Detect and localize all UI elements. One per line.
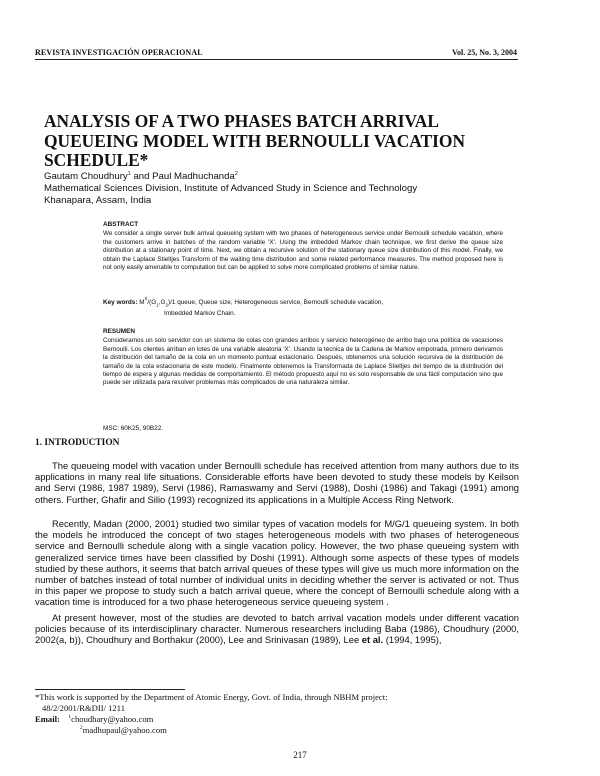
keywords-label: Key words: — [103, 299, 138, 306]
abstract-heading: ABSTRACT — [103, 221, 139, 228]
footnote-email-2: $^2$madhupaul@yahoo.com — [80, 725, 167, 735]
email-2-link[interactable]: madhupaul@yahoo.com — [82, 725, 167, 735]
authors-conjunction: and — [130, 171, 153, 182]
keywords-continuation: Imbedded Markov Chain. — [164, 309, 236, 317]
et-al: et al. — [361, 634, 384, 646]
abstract-section — [103, 221, 503, 272]
msc-codes: MSC: 60K25, 90B22. — [103, 425, 164, 432]
author-2-marker: 2 — [234, 171, 238, 177]
intro-paragraph-2: Recently, Madan (2000, 2001) studied two similar types of vacation models for M/G/1 queueing system. In both the models he introduced the concept of two stages heterogeneous models with two phases of heterogeneous service and Bernoulli schedule along with a single vacation policy. However, the two phase queueing system with generalized service times have been classified by Doshi (1991). Although some aspects of these types of models studied by these authors, it seems that batch arrival queues of these types will give us much more information on the number of batches instead of total number of individual units in deciding whether the server is activated or not. Thus in this paper we propose to study such a batch arrival queue, where the concept of Bernoulli schedule along with a vacation time is introduced for a two phase heterogeneous service queueing system . — [35, 518, 519, 608]
affiliation-line-2: Khanapara, Assam, India — [44, 195, 152, 206]
author-1: Gautam Choudhury — [44, 171, 128, 182]
footnote-funding: *This work is supported by the Department of Atomic Energy, Govt. of India, through NBHM project: — [35, 692, 388, 702]
volume-info: Vol. 25, No. 3, 2004 — [451, 48, 517, 57]
footnote — [35, 692, 515, 736]
keywords-notation: $M^x/(G_1,G_2)/1$ queue, Queue size, Heterogeneous service, Bernoulli schedule vacation, — [139, 296, 384, 308]
intro-paragraph-3: At present however, most of the studies are devoted to batch arrival vacation models under different vacation policies because of its interdisciplinary character. Numerous researchers including Baba (1986), Choudhury (2000, 2002(a, b)), Choudhury and Borthakur (2000), Lee and Srinivasan (1989), Lee et al. (1994, 1995), — [35, 612, 519, 646]
authors — [44, 171, 238, 182]
affiliation-line-1: Mathematical Sciences Division, Institute of Advanced Study in Science and Technology — [44, 183, 418, 194]
header-divider — [35, 59, 518, 60]
resumen-heading: RESUMEN — [103, 328, 135, 335]
footnote-project: 48/2/2001/R&DII/ 1211 — [42, 703, 125, 713]
author-1-marker: 1 — [127, 171, 131, 177]
section-heading-introduction: 1. INTRODUCTION — [35, 438, 120, 448]
page-number: 217 — [293, 750, 307, 760]
abstract-text: We consider a single server bulk arrival queueing system with two phases of heterogeneous service under Bernoulli schedule vacation, where the customers arrive in batches of the random variable 'X'. Using the imbedded Markov chain technique, we first derive the queue size distribution at a stationary point of time. Next, we obtain a recursive solution of the stationary queue size distribution of this model. Finally, we obtain the Laplace Stieltjes Transform of the waiting time distribution and some related performance measures. The method proposed here is not only easily amenable to computation but can be applied to solve more complicated problems of similar nature. — [103, 230, 503, 272]
intro-paragraph-1: The queueing model with vacation under Bernoulli schedule has received attention from many authors due to its applications in many real life situations. Considerable efforts have been devoted to study these models by Keilson and Servi (1986, 1987 1989), Servi (1986), Ramaswamy and Servi (1988), Doshi (1986) and Takagi (1991) among others. Further, Ghafir and Silio (1993) recognized its applications in a Multiple Access Ring Network. — [35, 460, 519, 505]
journal-name: REVISTA INVESTIGACIÓN OPERACIONAL — [35, 48, 203, 57]
paper-title: ANALYSIS OF A TWO PHASES BATCH ARRIVAL QUEUEING MODEL WITH BERNOULLI VACATION SCHEDULE* — [44, 111, 466, 170]
affiliation — [44, 183, 417, 207]
resumen-text: Consideramos un solo servidor con un sistema de colas con grandes arribos y servicio heterogéneo de arribo bajo una política de vacaciones Bernoulli. Los clientes arriban en lotes de una variable aleatoria 'X'. Usando la técnica de la Cadena de Markov empotrada, primero derivamos la distribución del tamaño de la cola en un momento puntual estacionario. Después, obtenemos una solución recursiva de la distribución de tamaño de la cola estacionaria de este modelo. Finalmente obtenemos la Transformada de Laplace Stieltjes del tiempo de la distribución del tiempo de espera y algunas medidas de comportamiento. El método propuesto aquí no es solo responsable de una fácil computación sino que puede ser utilizada para resolver problemas más complicados de una naturaleza similar. — [103, 337, 503, 387]
keywords-section — [103, 296, 503, 318]
footnote-email-1: Email: $^1$choudhary@yahoo.com — [35, 714, 154, 724]
footnote-divider — [35, 689, 185, 690]
resumen-section — [103, 328, 503, 388]
email-1-link[interactable]: choudhary@yahoo.com — [71, 714, 154, 724]
author-2: Paul Madhuchanda — [152, 171, 235, 182]
